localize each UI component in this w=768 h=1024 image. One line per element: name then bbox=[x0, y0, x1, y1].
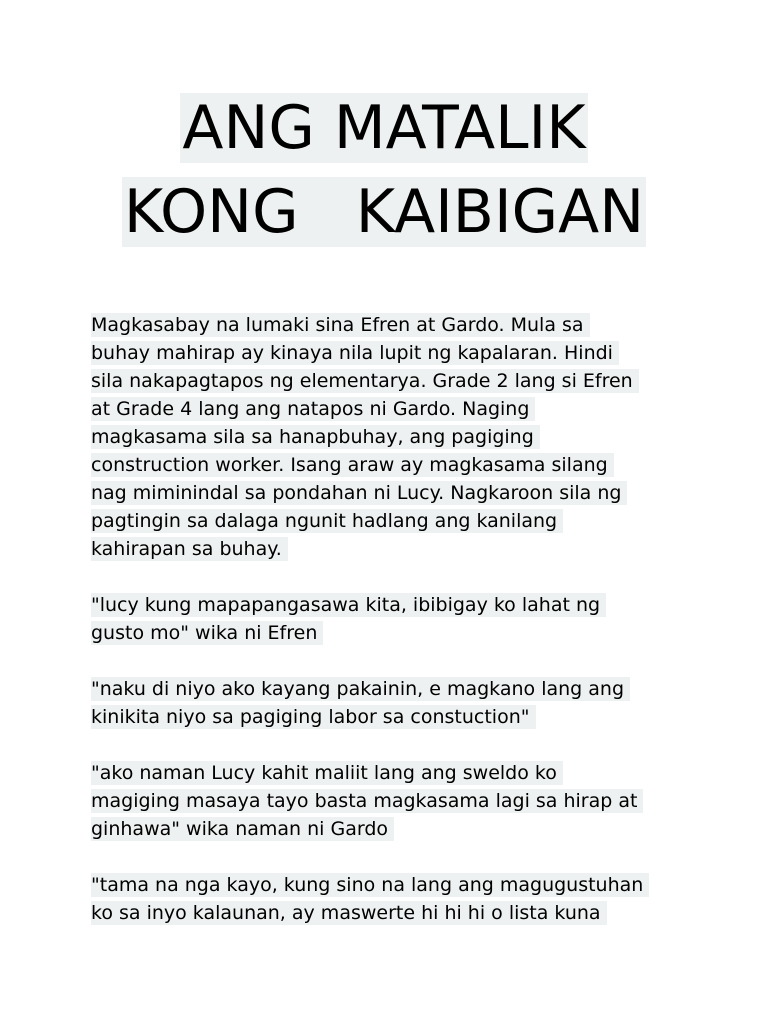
document-body bbox=[91, 311, 711, 955]
text-line: "naku di niyo ako kayang pakainin, e magkano lang ang bbox=[91, 678, 631, 700]
text-line: sila nakapagtapos ng elementarya. Grade 2 lang si Efren bbox=[91, 370, 639, 392]
text-line: ginhawa" wika naman ni Gardo bbox=[91, 818, 395, 840]
text-line: "lucy kung mapapangasawa kita, ibibigay ko lahat ng bbox=[91, 594, 607, 616]
text-line: construction worker. Isang araw ay magkasama silang bbox=[91, 454, 614, 476]
text-line: at Grade 4 lang ang natapos ni Gardo. Naging bbox=[91, 398, 536, 420]
paragraph-4 bbox=[91, 759, 711, 843]
text-line: magkasama sila sa hanapbuhay, ang pagiging bbox=[91, 426, 540, 448]
text-line: "tama na nga kayo, kung sino na lang ang magugustuhan bbox=[91, 874, 650, 896]
text-line: kinikita niyo sa pagiging labor sa constuction" bbox=[91, 706, 536, 728]
text-line: gusto mo" wika ni Efren bbox=[91, 622, 324, 644]
text-line: nag miminindal sa pondahan ni Lucy. Nagkaroon sila ng bbox=[91, 482, 628, 504]
document-title-line-2 bbox=[0, 176, 768, 248]
text-line: buhay mahirap ay kinaya nila lupit ng kapalaran. Hindi bbox=[91, 342, 619, 364]
paragraph-3 bbox=[91, 675, 711, 731]
text-line: pagtingin sa dalaga ngunit hadlang ang kanilang bbox=[91, 510, 564, 532]
paragraph-1 bbox=[91, 311, 711, 563]
title-text: ANG MATALIK bbox=[182, 93, 586, 163]
text-line: magiging masaya tayo basta magkasama lagi sa hirap at bbox=[91, 790, 644, 812]
paragraph-5 bbox=[91, 871, 711, 927]
paragraph-2 bbox=[91, 591, 711, 647]
document-title-line-1 bbox=[0, 92, 768, 164]
text-line: Magkasabay na lumaki sina Efren at Gardo. Mula sa bbox=[91, 314, 590, 336]
text-line: "ako naman Lucy kahit maliit lang ang sweldo ko bbox=[91, 762, 563, 784]
title-text: KONG KAIBIGAN bbox=[123, 177, 645, 247]
text-line: ko sa inyo kalaunan, ay maswerte hi hi hi o lista kuna bbox=[91, 902, 607, 924]
text-line: kahirapan sa buhay. bbox=[91, 538, 288, 560]
